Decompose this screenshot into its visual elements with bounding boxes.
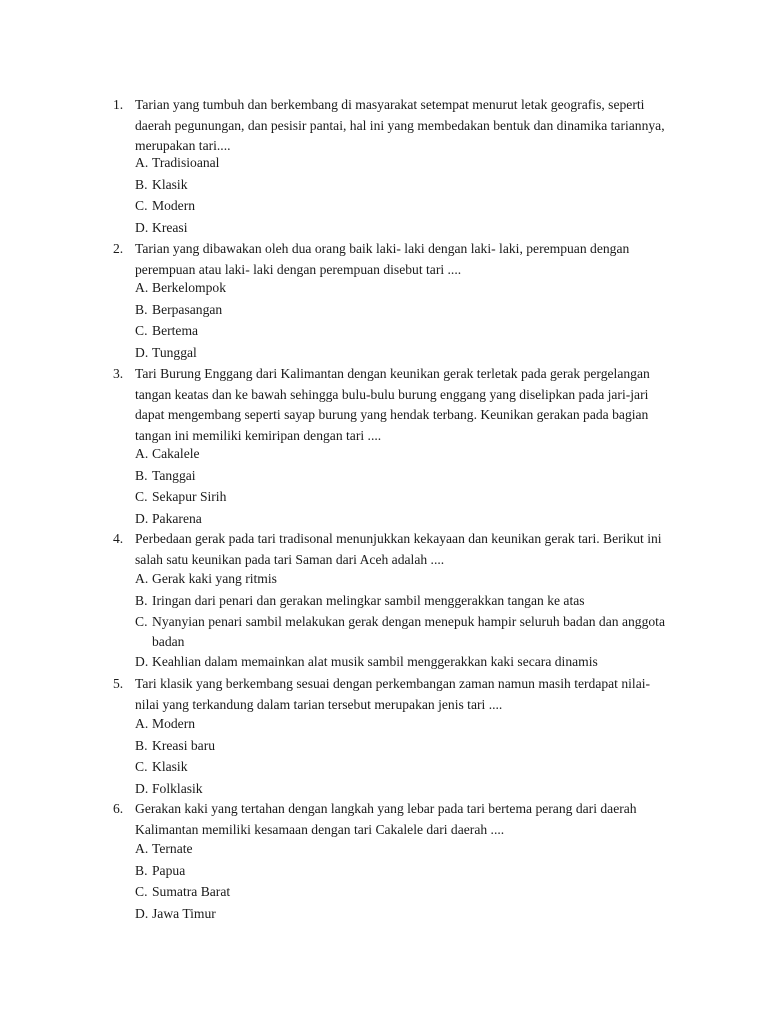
option-text: Bertema — [152, 323, 199, 338]
answer-option-c[interactable] — [135, 196, 695, 218]
option-letter: C. — [135, 323, 148, 338]
option-text-line: badan — [152, 633, 185, 649]
option-letter: B. — [135, 737, 148, 753]
answer-option-a[interactable] — [135, 839, 695, 861]
option-text: Cakalele — [152, 446, 200, 461]
question-text-line: Perbedaan gerak pada tari tradisonal menunjukkan kekayaan dan keunikan gerak tari. Berikut ini — [135, 531, 662, 546]
question-text-line: tangan ini memiliki kemiripan dengan tari .... — [135, 427, 382, 443]
answer-option-b[interactable] — [135, 466, 695, 488]
answer-option-a[interactable] — [135, 153, 695, 175]
question-text-line: nilai yang terkandung dalam tarian tersebut merupakan jenis tari .... — [135, 696, 503, 712]
question-text — [135, 799, 680, 840]
answer-options — [135, 714, 695, 800]
option-letter: C. — [135, 198, 148, 213]
option-letter: D. — [135, 510, 149, 526]
option-text: Keahlian dalam memainkan alat musik sambil menggerakkan kaki secara dinamis — [152, 654, 598, 669]
answer-option-b[interactable] — [135, 861, 695, 883]
option-letter: D. — [135, 344, 149, 360]
question-text-line: merupakan tari.... — [135, 138, 231, 153]
answer-option-d[interactable] — [135, 904, 695, 926]
option-letter: A. — [135, 716, 149, 731]
answer-option-c[interactable] — [135, 757, 695, 779]
option-letter: D. — [135, 219, 149, 235]
option-letter: A. — [135, 155, 149, 170]
option-letter: B. — [135, 592, 148, 608]
option-letter: D. — [135, 654, 149, 669]
option-letter: B. — [135, 301, 148, 317]
answer-option-a[interactable] — [135, 714, 695, 736]
answer-option-d[interactable] — [135, 343, 695, 365]
question-text — [135, 529, 680, 570]
answer-options — [135, 153, 695, 239]
question-text-line: daerah pegunungan, dan pesisir pantai, hal ini yang membedakan bentuk dan dinamika tariannya, — [135, 117, 665, 133]
answer-option-b[interactable] — [135, 591, 695, 613]
answer-option-b[interactable] — [135, 300, 695, 322]
option-text — [152, 612, 665, 651]
option-letter: C. — [135, 614, 148, 629]
option-text: Tunggal — [152, 344, 197, 360]
option-text: Modern — [152, 198, 196, 213]
answer-option-d[interactable] — [135, 652, 695, 674]
answer-option-d[interactable] — [135, 779, 695, 801]
question-text-line: salah satu keunikan pada tari Saman dari Aceh adalah .... — [135, 551, 445, 567]
answer-option-c[interactable] — [135, 321, 695, 343]
question-text-line: Kalimantan memiliki kesamaan dengan tari Cakalele dari daerah .... — [135, 821, 505, 837]
question-number: 5. — [113, 676, 124, 691]
option-letter: C. — [135, 759, 148, 774]
option-text: Sekapur Sirih — [152, 489, 227, 504]
option-text: Berpasangan — [152, 301, 223, 317]
option-text: Papua — [152, 862, 186, 878]
answer-option-a[interactable] — [135, 444, 695, 466]
question-text-line: tangan keatas dan ke bawah sehingga bulu-bulu burung enggang yang diselipkan pada jari-jari — [135, 386, 649, 402]
question-text-line: perempuan atau laki- laki dengan perempuan disebut tari .... — [135, 261, 462, 277]
answer-option-d[interactable] — [135, 218, 695, 240]
answer-options — [135, 444, 695, 530]
answer-option-d[interactable] — [135, 509, 695, 531]
question-text-line: dapat mengembang seperti sayap burung yang hendak terbang. Keunikan gerakan pada bagian — [135, 407, 649, 422]
option-letter: A. — [135, 571, 149, 586]
answer-option-a[interactable] — [135, 278, 695, 300]
question-text-line: Tarian yang tumbuh dan berkembang di masyarakat setempat menurut letak geografis, seperti — [135, 97, 645, 112]
option-text: Tradisioanal — [152, 155, 220, 170]
option-letter: C. — [135, 489, 148, 504]
answer-options — [135, 278, 695, 364]
answer-option-b[interactable] — [135, 175, 695, 197]
question-number: 6. — [113, 801, 124, 816]
option-text: Klasik — [152, 176, 188, 192]
option-letter: A. — [135, 280, 149, 295]
option-letter: B. — [135, 176, 148, 192]
question-number: 2. — [113, 241, 124, 256]
option-text: Gerak kaki yang ritmis — [152, 571, 277, 586]
option-text: Jawa Timur — [152, 905, 216, 921]
option-letter: C. — [135, 884, 148, 899]
answer-option-c[interactable] — [135, 612, 695, 652]
question-text — [135, 239, 680, 280]
option-letter: A. — [135, 446, 149, 461]
option-letter: B. — [135, 467, 148, 483]
option-text: Klasik — [152, 759, 188, 774]
option-text: Sumatra Barat — [152, 884, 231, 899]
answer-options — [135, 839, 695, 925]
answer-option-b[interactable] — [135, 736, 695, 758]
question-text — [135, 95, 680, 157]
answer-option-c[interactable] — [135, 487, 695, 509]
option-letter: D. — [135, 905, 149, 921]
option-text: Berkelompok — [152, 280, 226, 295]
answer-option-a[interactable] — [135, 569, 695, 591]
question-number: 1. — [113, 97, 124, 112]
question-text — [135, 364, 680, 446]
option-text: Iringan dari penari dan gerakan melingkar sambil menggerakkan tangan ke atas — [152, 592, 585, 608]
option-letter: A. — [135, 841, 149, 856]
option-text: Tanggai — [152, 467, 196, 483]
option-text: Ternate — [152, 841, 193, 856]
option-text: Kreasi baru — [152, 737, 216, 753]
answer-options — [135, 569, 695, 674]
option-text-line: Nyanyian penari sambil melakukan gerak dengan menepuk hampir seluruh badan dan anggota — [152, 614, 665, 629]
question-text-line: Gerakan kaki yang tertahan dengan langkah yang lebar pada tari bertema perang dari daerah — [135, 801, 637, 816]
answer-option-c[interactable] — [135, 882, 695, 904]
option-text: Folklasik — [152, 780, 203, 796]
option-letter: D. — [135, 780, 149, 796]
question-text-line: Tari klasik yang berkembang sesuai dengan perkembangan zaman namun masih terdapat nilai- — [135, 676, 651, 691]
question-number: 3. — [113, 366, 124, 381]
option-text: Kreasi — [152, 219, 188, 235]
option-text: Pakarena — [152, 510, 202, 526]
option-text: Modern — [152, 716, 196, 731]
question-text-line: Tari Burung Enggang dari Kalimantan dengan keunikan gerak terletak pada gerak pergelangan — [135, 366, 650, 381]
option-letter: B. — [135, 862, 148, 878]
question-number: 4. — [113, 531, 124, 546]
question-text-line: Tarian yang dibawakan oleh dua orang baik laki- laki dengan laki- laki, perempuan dengan — [135, 241, 630, 256]
question-text — [135, 674, 680, 715]
